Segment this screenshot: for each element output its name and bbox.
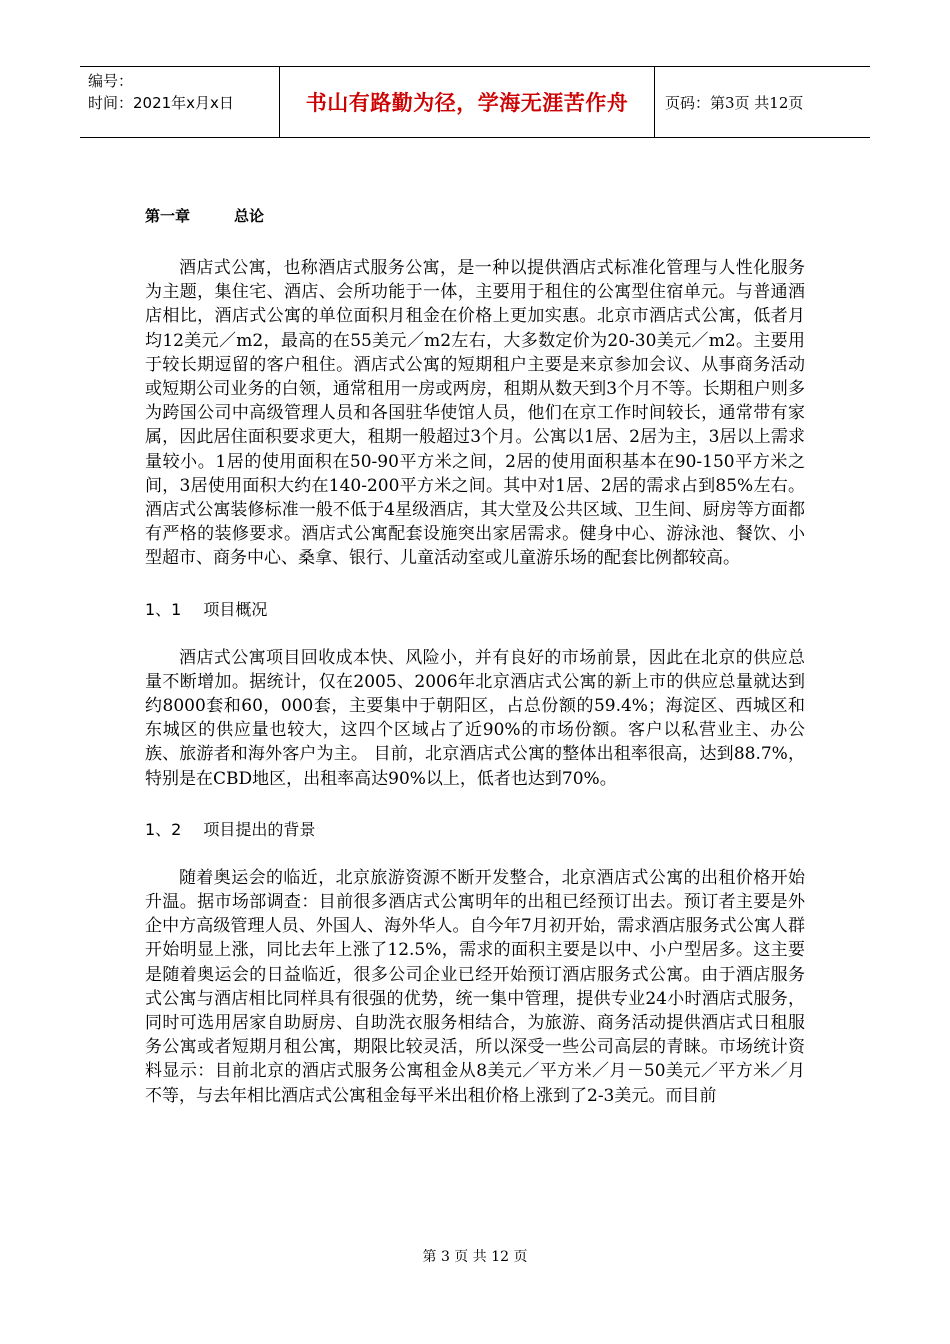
paragraph: 酒店式公寓，也称酒店式服务公寓，是一种以提供酒店式标准化管理与人性化服务为主题，集住宅、酒店、会所功能于一体，主要用于租住的公寓型住宿单元。与普通酒店相比，酒店式公寓的单位面积月租金在价格上更加实惠。北京市酒店式公寓，低者月均12美元／m2，最高的在55美元／m2左右，大多数定价为20-30美元／m2。主要用于较长期逗留的客户租住。酒店式公寓的短期租户主要是来京参加会议、从事商务活动或短期公司业务的白领，通常租用一房或两房，租期从数天到3个月不等。长期租户则多为跨国公司中高级管理人员和各国驻华使馆人员，他们在京工作时间较长，通常带有家属，因此居住面积要求更大，租期一般超过3个月。公寓以1居、2居为主，3居以上需求量较小。1居的使用面积在50-90平方米之间，2居的使用面积基本在90-150平方米之间，3居使用面积大约在140-200平方米之间。其中对1居、2居的需求占到85%左右。酒店式公寓装修标准一般不低于4星级酒店，其大堂及公共区域、卫生间、厨房等方面都有严格的装修要求。酒店式公寓配套设施突出家居需求。健身中心、游泳池、餐饮、小型超市、商务中心、桑拿、银行、儿童活动室或儿童游乐场的配套比例都较高。 — [145, 258, 805, 569]
section-number: 1、1 — [145, 599, 182, 619]
page-footer: 第 3 页 共 12 页 — [422, 1249, 528, 1265]
section-heading — [145, 597, 805, 620]
paragraph: 随着奥运会的临近，北京旅游资源不断开发整合，北京酒店式公寓的出租价格开始升温。据市场部调查：目前很多酒店式公寓明年的出租已经预订出去。预订者主要是外企中方高级管理人员、外国人、海外华人。自今年7月初开始，需求酒店服务式公寓人群开始明显上涨，同比去年上涨了12.5%，需求的面积主要是以中、小户型居多。这主要是随着奥运会的日益临近，很多公司企业已经开始预订酒店服务式公寓。由于酒店服务式公寓与酒店相比同样具有很强的优势，统一集中管理，提供专业24小时酒店式服务，同时可选用居家自助厨房、自助洗衣服务相结合，为旅游、商务活动提供酒店式日租服务公寓或者短期月租公寓，期限比较灵活，所以深受一些公司高层的青睐。市场统计资料显示：目前北京的酒店式服务公寓租金从8美元／平方米／月－50美元／平方米／月不等，与去年相比酒店式公寓租金每平米出租价格上涨到了2-3美元。而目前 — [145, 867, 805, 1106]
header-meta — [80, 67, 280, 137]
header-motto: 书山有路勤为径，学海无涯苦作舟 — [280, 67, 655, 137]
document-body — [145, 205, 805, 1108]
document-date-label: 时间：2021年x月x日 — [88, 94, 234, 112]
section-heading — [145, 817, 805, 840]
section-number: 1、2 — [145, 819, 182, 839]
chapter-number: 第一章 — [145, 207, 191, 225]
chapter-heading — [145, 205, 805, 226]
section-title: 项目提出的背景 — [203, 819, 316, 839]
page-header — [80, 66, 870, 138]
chapter-title: 总论 — [234, 207, 265, 225]
header-page-info: 页码：第3页 共12页 — [665, 93, 804, 112]
section-title: 项目概况 — [203, 599, 268, 619]
paragraph: 酒店式公寓项目回收成本快、风险小，并有良好的市场前景，因此在北京的供应总量不断增加。据统计，仅在2005、2006年北京酒店式公寓的新上市的供应总量就达到约8000套和60，000套，主要集中于朝阳区，占总份额的59.4%；海淀区、西城区和东城区的供应量也较大，这四个区域占了近90%的市场份额。客户以私营业主、办公族、旅游者和海外客户为主。 目前，北京酒店式公寓的整体出租率很高，达到88.7%，特别是在CBD地区，出租率高达90%以上，低者也达到70%。 — [145, 647, 805, 789]
document-number-label: 编号： — [88, 72, 134, 90]
